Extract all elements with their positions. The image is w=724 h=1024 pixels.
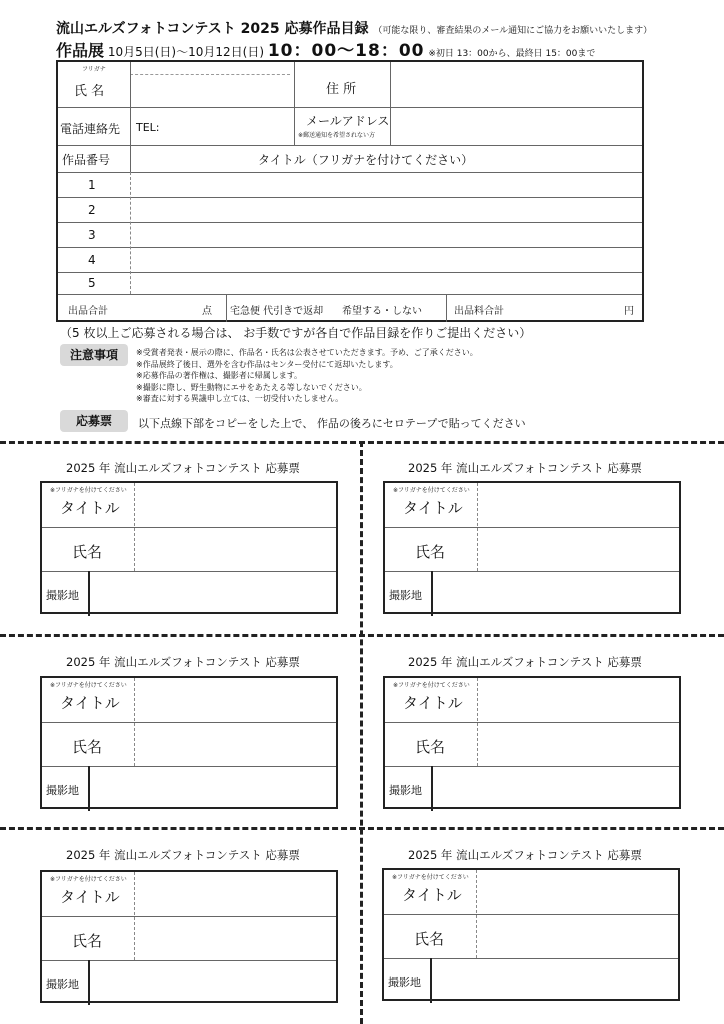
title-label: タイトル	[60, 499, 120, 517]
email-label: メールアドレス	[306, 114, 390, 128]
entry-ticket	[40, 870, 338, 1003]
row-number: 1	[88, 178, 96, 192]
ticket-heading: 2025 年 流山エルズフォトコンテスト 応募票	[408, 461, 642, 475]
place-label: 撮影地	[46, 784, 79, 797]
caution-list	[136, 347, 478, 405]
title-label: タイトル	[60, 694, 120, 712]
furigana-label: フリガナ	[82, 66, 106, 73]
name-label: 氏名	[72, 932, 103, 950]
name-label: 氏名	[72, 543, 103, 561]
furigana-note: ※フリガナを付けてください	[393, 682, 470, 689]
fee-label: 出品料合計	[454, 306, 504, 317]
delivery-label: 宅急便 代引きで返却	[230, 306, 324, 317]
title-label: タイトル	[402, 886, 462, 904]
furigana-note: ※フリガナを付けてください	[393, 487, 470, 494]
title-label: タイトル	[60, 888, 120, 906]
exhibit-dates: 10月5日(日)～10月12日(日)	[107, 45, 265, 59]
entry-badge: 応募票	[60, 410, 128, 432]
multi-entry-note: （5 枚以上ご応募される場合は、 お手数ですが各自で作品目録を作りご提出ください）	[60, 326, 532, 340]
email-note: ※郵送通知を希望されない方	[298, 132, 376, 139]
delivery-choice[interactable]: 希望する・しない	[342, 306, 422, 317]
fee-unit: 円	[624, 306, 634, 317]
address-label: 住 所	[326, 82, 357, 97]
caution-item: ※受賞者発表・展示の際に、作品名・氏名は公表させていただきます。予め、ご了承ください。	[136, 348, 478, 357]
tel-field[interactable]: TEL:	[136, 121, 160, 134]
total-label: 出品合計	[68, 306, 108, 317]
place-label: 撮影地	[46, 978, 79, 991]
place-label: 撮影地	[46, 589, 79, 602]
entry-instruction: 以下点線下部をコピーをした上で、 作品の後ろにセロテープで貼ってください	[138, 417, 526, 430]
caution-item: ※作品展終了後日、選外を含む作品はセンター受付にて返却いたします。	[136, 359, 398, 369]
row-number: 4	[88, 253, 96, 267]
exhibition-info	[56, 36, 595, 61]
caution-item: ※撮影に際し、野生動物にエサをあたえる等しないでください。	[136, 382, 367, 392]
entry-form-table	[56, 60, 644, 322]
ticket-heading: 2025 年 流山エルズフォトコンテスト 応募票	[408, 655, 642, 669]
exhibit-hours: 10：00～18：00	[267, 41, 425, 61]
name-label: 氏名	[72, 738, 103, 756]
place-label: 撮影地	[389, 589, 422, 602]
name-label: 氏名	[415, 738, 446, 756]
title-label: タイトル	[403, 694, 463, 712]
ticket-heading: 2025 年 流山エルズフォトコンテスト 応募票	[408, 848, 642, 862]
furigana-note: ※フリガナを付けてください	[50, 876, 127, 883]
name-label: 氏名	[415, 543, 446, 561]
page-title	[56, 18, 652, 38]
place-label: 撮影地	[388, 976, 421, 989]
work-title-header: タイトル（フリガナを付けてください）	[258, 153, 474, 167]
furigana-note: ※フリガナを付けてください	[392, 874, 469, 881]
email-field[interactable]	[398, 110, 638, 142]
ticket-heading: 2025 年 流山エルズフォトコンテスト 応募票	[66, 848, 300, 862]
address-field[interactable]	[398, 64, 638, 104]
place-label: 撮影地	[389, 784, 422, 797]
entry-ticket	[382, 868, 680, 1001]
ticket-heading: 2025 年 流山エルズフォトコンテスト 応募票	[66, 461, 300, 475]
work-number-label: 作品番号	[62, 153, 111, 167]
phone-label: 電話連絡先	[60, 122, 121, 136]
cut-line-vertical	[360, 441, 363, 1024]
name-field[interactable]	[138, 64, 288, 104]
caution-item: ※審査に対する異議申し立ては、一切受付いたしません。	[136, 394, 344, 403]
row-number: 5	[88, 276, 96, 290]
entry-ticket	[383, 676, 681, 809]
furigana-note: ※フリガナを付けてください	[50, 487, 127, 494]
entry-ticket	[383, 481, 681, 614]
ticket-heading: 2025 年 流山エルズフォトコンテスト 応募票	[66, 655, 300, 669]
name-label: 氏 名	[74, 84, 105, 99]
exhibit-label: 作品展	[56, 41, 105, 60]
caution-badge: 注意事項	[60, 344, 128, 366]
exhibit-note: ※初日 13：00から、最終日 15：00まで	[428, 49, 596, 59]
title-note: （可能な限り、審査結果のメール通知にご協力をお願いいたします）	[373, 26, 653, 36]
entry-ticket	[40, 676, 338, 809]
name-label: 氏名	[414, 930, 445, 948]
title-label: タイトル	[403, 499, 463, 517]
row-number: 2	[88, 203, 96, 217]
furigana-note: ※フリガナを付けてください	[50, 682, 127, 689]
entry-ticket	[40, 481, 338, 614]
caution-item: ※応募作品の著作権は、撮影者に帰属します。	[136, 371, 303, 380]
title-text: 流山エルズフォトコンテスト 2025 応募作品目録	[56, 21, 369, 37]
total-unit: 点	[202, 306, 212, 317]
row-number: 3	[88, 228, 96, 242]
